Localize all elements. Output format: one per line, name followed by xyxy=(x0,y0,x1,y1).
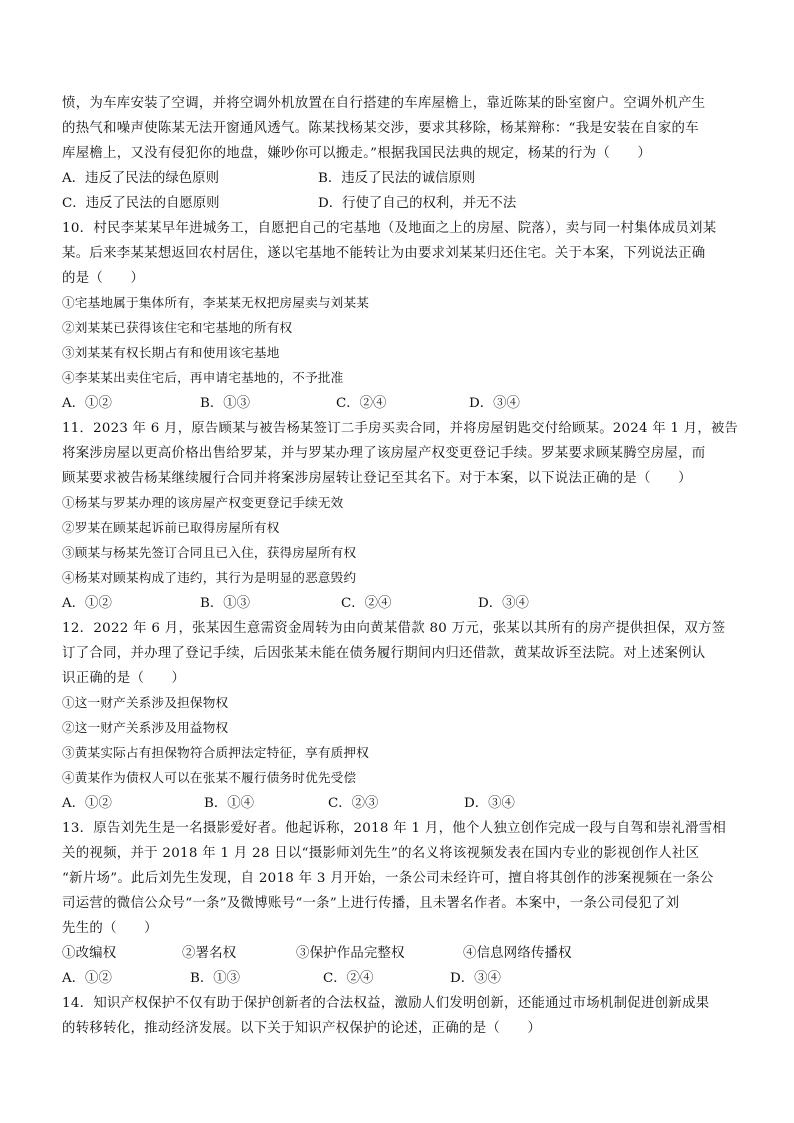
q12-item-4: ④黄某作为债权人可以在张某不履行债务时优先受偿 xyxy=(62,770,357,785)
q10-option-b: B．①③ xyxy=(200,396,251,411)
q13-line-5: 先生的（ ） xyxy=(62,921,158,936)
q14-line-2: 的转移转化，推动经济发展。以下关于知识产权保护的论述，正确的是（ ） xyxy=(62,1021,542,1036)
q13-line-2: 关的视频，并于 2018 年 1 月 28 日以“摄影师刘先生”的名义将该视频发表在国内专业的影视创作人社区 xyxy=(62,846,700,861)
q11-option-c: C．②④ xyxy=(341,596,392,611)
q13-option-b: B．①③ xyxy=(190,971,241,986)
q11-item-4: ④杨某对顾某构成了违约，其行为是明显的恶意毁约 xyxy=(62,570,357,585)
q10-item-2: ②刘某某已获得该住宅和宅基地的所有权 xyxy=(62,320,293,335)
q14-line-1: 14．知识产权保护不仅有助于保护创新者的合法权益，激励人们发明创新，还能通过市场机制促进创新成果 xyxy=(62,996,710,1011)
q11-line-2: 将案涉房屋以更高价格出售给罗某，并与罗某办理了该房屋产权变更登记手续。罗某要求顾某腾空房屋，而 xyxy=(62,446,706,461)
q13-item-2: ②署名权 xyxy=(182,946,237,961)
q11-line-1: 11．2023 年 6 月，原告顾某与被告杨某签订二手房买卖合同，并将房屋钥匙交付给顾某。2024 年 1 月，被告 xyxy=(62,421,739,436)
q12-line-2: 订了合同，并办理了登记手续，后因张某未能在债务履行期间内归还借款，黄某故诉至法院。对上述案例认 xyxy=(62,646,706,661)
q12-item-3: ③黄某实际占有担保物符合质押法定特征，享有质押权 xyxy=(62,745,370,760)
q10-line-3: 的是（ ） xyxy=(62,271,145,286)
q11-item-3: ③顾某与杨某先签订合同且已入住，获得房屋所有权 xyxy=(62,545,357,560)
q9-option-a: A．违反了民法的绿色原则 xyxy=(62,171,219,186)
q9-line-1: 愤，为车库安装了空调，并将空调外机放置在自行搭建的车库屋檐上，靠近陈某的卧室窗户。空调外机产生 xyxy=(62,96,706,111)
q12-item-1: ①这一财产关系涉及担保物权 xyxy=(62,695,229,710)
q10-item-4: ④李某某出卖住宅后，再申请宅基地的，不予批准 xyxy=(62,370,344,385)
q9-option-d: D．行使了自己的权利，并无不法 xyxy=(318,196,517,211)
q9-option-b: B．违反了民法的诚信原则 xyxy=(318,171,476,186)
q10-line-1: 10．村民李某某早年进城务工，自愿把自己的宅基地（及地面之上的房屋、院落），卖与同一村集体成员刘某 xyxy=(62,221,717,236)
q10-option-a: A．①② xyxy=(62,396,112,411)
q12-option-c: C．②③ xyxy=(328,796,379,811)
q13-option-a: A．①② xyxy=(62,971,112,986)
q11-line-3: 顾某要求被告杨某继续履行合同并将案涉房屋转让登记至其名下。对于本案，以下说法正确的是（ ） xyxy=(62,471,692,486)
q11-item-1: ①杨某与罗某办理的该房屋产权变更登记手续无效 xyxy=(62,495,344,510)
q13-line-3: “新片场”。此后刘先生发现，自 2018 年 3 月开始，一条公司未经许可，擅自将其创作的涉案视频在一条公 xyxy=(62,871,714,886)
q11-item-2: ②罗某在顾某起诉前已取得房屋所有权 xyxy=(62,520,280,535)
q11-option-a: A．①② xyxy=(62,596,112,611)
q10-option-c: C．②④ xyxy=(336,396,387,411)
q13-line-4: 司运营的微信公众号“一条”及微博账号“一条”上进行传播，且未署名作者。本案中，一条公司侵犯了刘 xyxy=(62,896,680,911)
q13-item-3: ③保护作品完整权 xyxy=(296,946,405,961)
q11-option-d: D．③④ xyxy=(478,596,529,611)
q12-option-d: D．③④ xyxy=(464,796,515,811)
q12-item-2: ②这一财产关系涉及用益物权 xyxy=(62,720,229,735)
q13-option-d: D．③④ xyxy=(450,971,501,986)
q12-option-a: A．①② xyxy=(62,796,112,811)
q12-line-1: 12．2022 年 6 月，张某因生意需资金周转为由向黄某借款 80 万元，张某以其所有的房产提供担保，双方签 xyxy=(62,621,726,636)
q10-option-d: D．③④ xyxy=(469,396,520,411)
q12-line-3: 识正确的是（ ） xyxy=(62,671,186,686)
q13-item-1: ①改编权 xyxy=(62,946,117,961)
q10-line-2: 某。后来李某某想返回农村居住，遂以宅基地不能转让为由要求刘某某归还住宅。关于本案，下列说法正确 xyxy=(62,246,706,261)
q9-line-3: 库屋檐上，又没有侵犯你的地盘，嫌吵你可以搬走。”根据我国民法典的规定，杨某的行为（ ） xyxy=(62,146,652,161)
q13-line-1: 13．原告刘先生是一名摄影爱好者。他起诉称，2018 年 1 月，他个人独立创作完成一段与自驾和崇礼滑雪相 xyxy=(62,821,727,836)
q10-item-1: ①宅基地属于集体所有，李某某无权把房屋卖与刘某某 xyxy=(62,295,370,310)
q9-option-c: C．违反了民法的自愿原则 xyxy=(62,196,220,211)
q10-item-3: ③刘某某有权长期占有和使用该宅基地 xyxy=(62,345,280,360)
q11-option-b: B．①③ xyxy=(200,596,251,611)
q13-option-c: C．②④ xyxy=(323,971,374,986)
q12-option-b: B．①④ xyxy=(204,796,255,811)
q9-line-2: 的热气和噪声使陈某无法开窗通风透气。陈某找杨某交涉，要求其移除，杨某辩称：“我是安装在自家的车 xyxy=(62,121,699,136)
q13-item-4: ④信息网络传播权 xyxy=(463,946,572,961)
